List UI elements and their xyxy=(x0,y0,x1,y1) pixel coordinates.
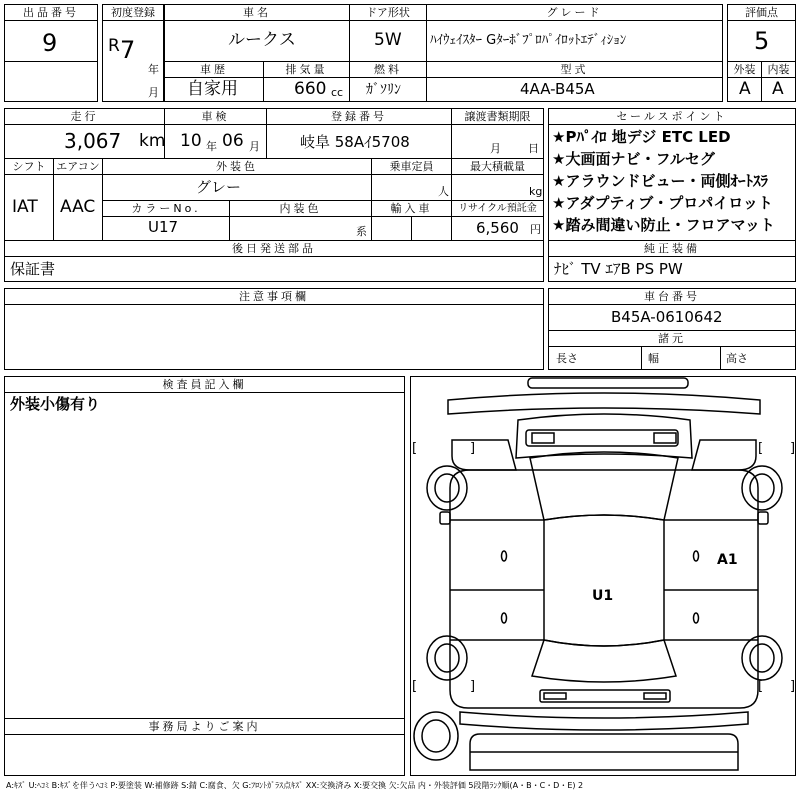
legend-text: A:ｷｽﾞ U:ﾍｺﾐ B:ｷｽﾞを伴うﾍｺﾐ P:要塗装 W:補修跡 S:錆 C:腐食、欠 G:ﾌﾛﾝﾄｶﾞﾗｽ点ｷｽﾞ XX:交換済み X:要交換 欠:欠品 内・外装評価 5段階ﾗﾝｸ順(A・B・C・D・E) 2 xyxy=(6,781,584,790)
inspection-year-unit: 年 xyxy=(206,140,217,153)
inspector-value: 外装小傷有り xyxy=(10,395,101,413)
rear-window xyxy=(532,640,676,682)
length-label: 長さ xyxy=(556,352,578,365)
inspection-year: 10 xyxy=(180,131,202,151)
lot-number-value: 9 xyxy=(42,29,58,57)
interior-label: 内装 xyxy=(761,61,796,78)
inspection-month: 06 xyxy=(222,131,244,151)
equipment-value: ﾅﾋﾞ TV ｴｱB PS PW xyxy=(554,260,683,278)
car-name-label: 車名 xyxy=(164,4,350,21)
chassis-label: 車台番号 xyxy=(548,288,796,305)
history-label: 車歴 xyxy=(164,61,264,78)
recycle-value: 6,560 xyxy=(476,219,519,237)
ext-color-label: 外装色 xyxy=(102,158,372,175)
recycle-label: リサイクル預託金 xyxy=(451,200,544,217)
inspection-label: 車検 xyxy=(164,108,267,125)
plate-value: 岐阜 58Aｲ5708 xyxy=(300,133,410,151)
spare-tire xyxy=(414,712,458,760)
color-no-value: U17 xyxy=(148,218,179,236)
left-mirror xyxy=(440,512,450,524)
exterior-value: A xyxy=(739,79,751,99)
sales-points-label: セールスポイント xyxy=(548,108,796,125)
sales-point-item: ★大画面ナビ・フルセグ xyxy=(552,150,715,168)
dims-label: 諸元 xyxy=(548,330,796,347)
mileage-unit: km xyxy=(139,131,166,151)
door-label: ドア形状 xyxy=(349,4,427,21)
wheel-rear-right xyxy=(742,636,782,680)
office-label: 事務局よりご案内 xyxy=(4,718,405,735)
mileage-label: 走行 xyxy=(4,108,165,125)
height-label: 高さ xyxy=(726,352,748,365)
model-label: 型式 xyxy=(426,61,723,78)
rear-bumper xyxy=(460,712,748,730)
history-value: 自家用 xyxy=(187,79,238,99)
first-reg-label: 初度登録 xyxy=(102,4,164,21)
svg-text:[: [ xyxy=(412,679,418,694)
wheel-front-right xyxy=(742,466,782,510)
int-color-unit: 系 xyxy=(356,225,367,238)
width-label: 幅 xyxy=(648,352,659,365)
equipment-label: 純正装備 xyxy=(548,240,796,257)
ac-value: AAC xyxy=(60,197,96,217)
grade-label: グレード xyxy=(426,4,723,21)
windshield xyxy=(530,452,678,520)
transfer-month-unit: 月 xyxy=(490,142,501,155)
later-parts-value: 保証書 xyxy=(10,260,56,278)
svg-text:]: ] xyxy=(470,441,476,456)
capacity-label: 乗車定員 xyxy=(371,158,452,175)
later-parts-label: 後日発送部品 xyxy=(4,240,544,257)
svg-text:[: [ xyxy=(758,441,764,456)
svg-text:]: ] xyxy=(790,679,796,694)
score-value: 5 xyxy=(754,27,770,55)
interior-value: A xyxy=(772,79,784,99)
damage-mark-a1: A1 xyxy=(717,552,738,568)
svg-text:]: ] xyxy=(470,679,476,694)
fuel-value: ｶﾞｿﾘﾝ xyxy=(366,82,401,98)
displacement-value: 660 xyxy=(294,79,327,99)
color-no-label: カラーNo. xyxy=(102,200,230,217)
displacement-unit: cc xyxy=(331,86,344,99)
int-color-label: 内装色 xyxy=(229,200,372,217)
svg-text:]: ] xyxy=(790,441,796,456)
front-right-fender xyxy=(692,440,756,470)
svg-text:[: [ xyxy=(412,441,418,456)
damage-mark-u1: U1 xyxy=(592,588,614,604)
load-label: 最大積載量 xyxy=(451,158,544,175)
import-label: 輸入車 xyxy=(371,200,452,217)
inspector-label: 検査員記入欄 xyxy=(4,376,405,393)
wheel-rear-left xyxy=(427,636,467,680)
model-value: 4AA-B45A xyxy=(520,80,595,98)
chassis-value: B45A-0610642 xyxy=(611,308,723,326)
transfer-day-unit: 日 xyxy=(528,142,539,155)
roof-strip xyxy=(528,378,688,388)
svg-text:[: [ xyxy=(758,679,764,694)
front-left-fender xyxy=(452,440,516,470)
car-name-value: ルークス xyxy=(228,30,296,50)
capacity-unit: 人 xyxy=(438,185,449,198)
sales-point-item: ★アダプティブ・プロパイロット xyxy=(552,194,773,212)
inspection-month-unit: 月 xyxy=(249,140,260,153)
notes-label: 注意事項欄 xyxy=(4,288,544,305)
right-mirror xyxy=(758,512,768,524)
score-label: 評価点 xyxy=(727,4,796,21)
fuel-label: 燃料 xyxy=(349,61,427,78)
ac-label: エアコン xyxy=(53,158,103,175)
front-bumper xyxy=(448,393,760,414)
first-reg-year: 7 xyxy=(120,36,136,64)
sales-point-item: ★Pﾊﾟｲﾛ 地デジ ETC LED xyxy=(552,128,731,146)
first-reg-era: R xyxy=(108,36,120,56)
shift-label: シフト xyxy=(4,158,54,175)
mileage-value: 3,067 xyxy=(64,129,122,153)
exterior-label: 外装 xyxy=(727,61,762,78)
sales-point-item: ★アラウンドビュー・両側ｵｰﾄｽﾗ xyxy=(552,172,768,190)
shift-value: IAT xyxy=(12,197,38,217)
rear-plate xyxy=(540,690,670,702)
sales-point-item: ★踏み間違い防止・フロアマット xyxy=(552,216,775,234)
door-value: 5W xyxy=(374,30,402,50)
roof-panel xyxy=(544,515,664,646)
ext-color-value: グレー xyxy=(196,178,242,196)
grade-value: ﾊｲｳｪｲｽﾀｰ Gﾀｰﾎﾞﾌﾟﾛﾊﾟｲﾛｯﾄｴﾃﾞｨｼｮﾝ xyxy=(430,33,627,48)
recycle-unit: 円 xyxy=(530,223,541,236)
first-reg-month-unit: 月 xyxy=(148,86,159,99)
lot-number-label: 出品番号 xyxy=(4,4,98,21)
wheel-front-left xyxy=(427,466,467,510)
first-reg-year-unit: 年 xyxy=(148,63,159,76)
displacement-label: 排気量 xyxy=(263,61,350,78)
load-unit: kg xyxy=(529,185,543,198)
transfer-label: 譲渡書類期限 xyxy=(451,108,544,125)
plate-label: 登録番号 xyxy=(266,108,452,125)
